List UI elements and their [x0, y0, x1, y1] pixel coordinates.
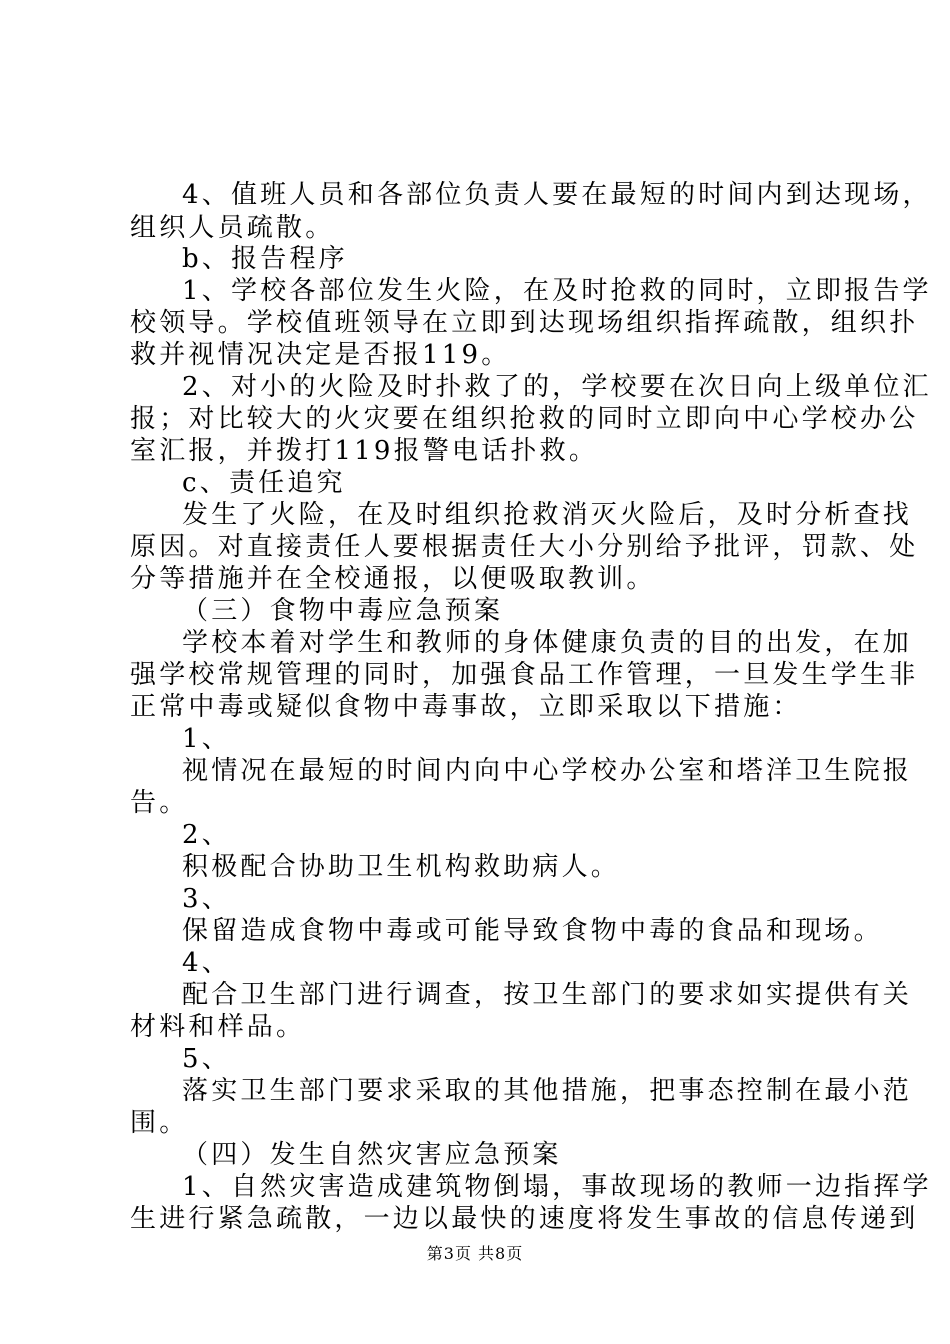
- text-line: 视情况在最短的时间内向中心学校办公室和塔洋卫生院报: [182, 756, 913, 786]
- text-line: 积极配合协助卫生机构救助病人。: [182, 852, 621, 882]
- page-footer: 第3页 共8页: [426, 1244, 524, 1263]
- text-line: 2、对小的火险及时扑救了的，学校要在次日向上级单位汇: [182, 372, 932, 402]
- text-line: 救并视情况决定是否报119。: [130, 340, 511, 370]
- section-heading: （三）食物中毒应急预案: [182, 596, 504, 626]
- text-line: 告。: [130, 788, 189, 818]
- text-line: 配合卫生部门进行调查，按卫生部门的要求如实提供有关: [182, 980, 913, 1010]
- list-number: 2、: [182, 820, 231, 850]
- text-line: 室汇报，并拨打119报警电话扑救。: [130, 436, 599, 466]
- text-line: 1、自然灾害造成建筑物倒塌，事故现场的教师一边指挥学: [182, 1172, 932, 1202]
- list-number: 1、: [182, 724, 231, 754]
- text-line: 生进行紧急疏散，一边以最快的速度将发生事故的信息传递到: [130, 1204, 919, 1234]
- text-line: 分等措施并在全校通报，以便吸取教训。: [130, 564, 656, 594]
- text-line: 强学校常规管理的同时，加强食品工作管理，一旦发生学生非: [130, 660, 919, 690]
- list-number: 5、: [182, 1044, 231, 1074]
- text-line: b、报告程序: [182, 244, 348, 274]
- text-line: 落实卫生部门要求采取的其他措施，把事态控制在最小范: [182, 1076, 913, 1106]
- text-line: 保留造成食物中毒或可能导致食物中毒的食品和现场。: [182, 916, 883, 946]
- section-heading: （四）发生自然灾害应急预案: [182, 1140, 562, 1170]
- text-line: 组织人员疏散。: [130, 213, 335, 243]
- text-line: 原因。对直接责任人要根据责任大小分别给予批评，罚款、处: [130, 532, 919, 562]
- list-number: 4、: [182, 948, 231, 978]
- text-line: 材料和样品。: [130, 1012, 306, 1042]
- text-line: 学校本着对学生和教师的身体健康负责的目的出发，在加: [182, 628, 913, 658]
- text-line: 正常中毒或疑似食物中毒事故，立即采取以下措施：: [130, 692, 802, 722]
- text-line: 发生了火险，在及时组织抢救消灭火险后，及时分析查找: [182, 500, 913, 530]
- text-line: 围。: [130, 1108, 189, 1138]
- list-number: 3、: [182, 884, 231, 914]
- text-line: 1、学校各部位发生火险，在及时抢救的同时，立即报告学: [182, 276, 932, 306]
- text-line: 报；对比较大的火灾要在组织抢救的同时立即向中心学校办公: [130, 404, 919, 434]
- text-line: 校领导。学校值班领导在立即到达现场组织指挥疏散，组织扑: [130, 308, 919, 338]
- text-line: 4、值班人员和各部位负责人要在最短的时间内到达现场，: [182, 180, 932, 210]
- text-line: c、责任追究: [182, 468, 346, 498]
